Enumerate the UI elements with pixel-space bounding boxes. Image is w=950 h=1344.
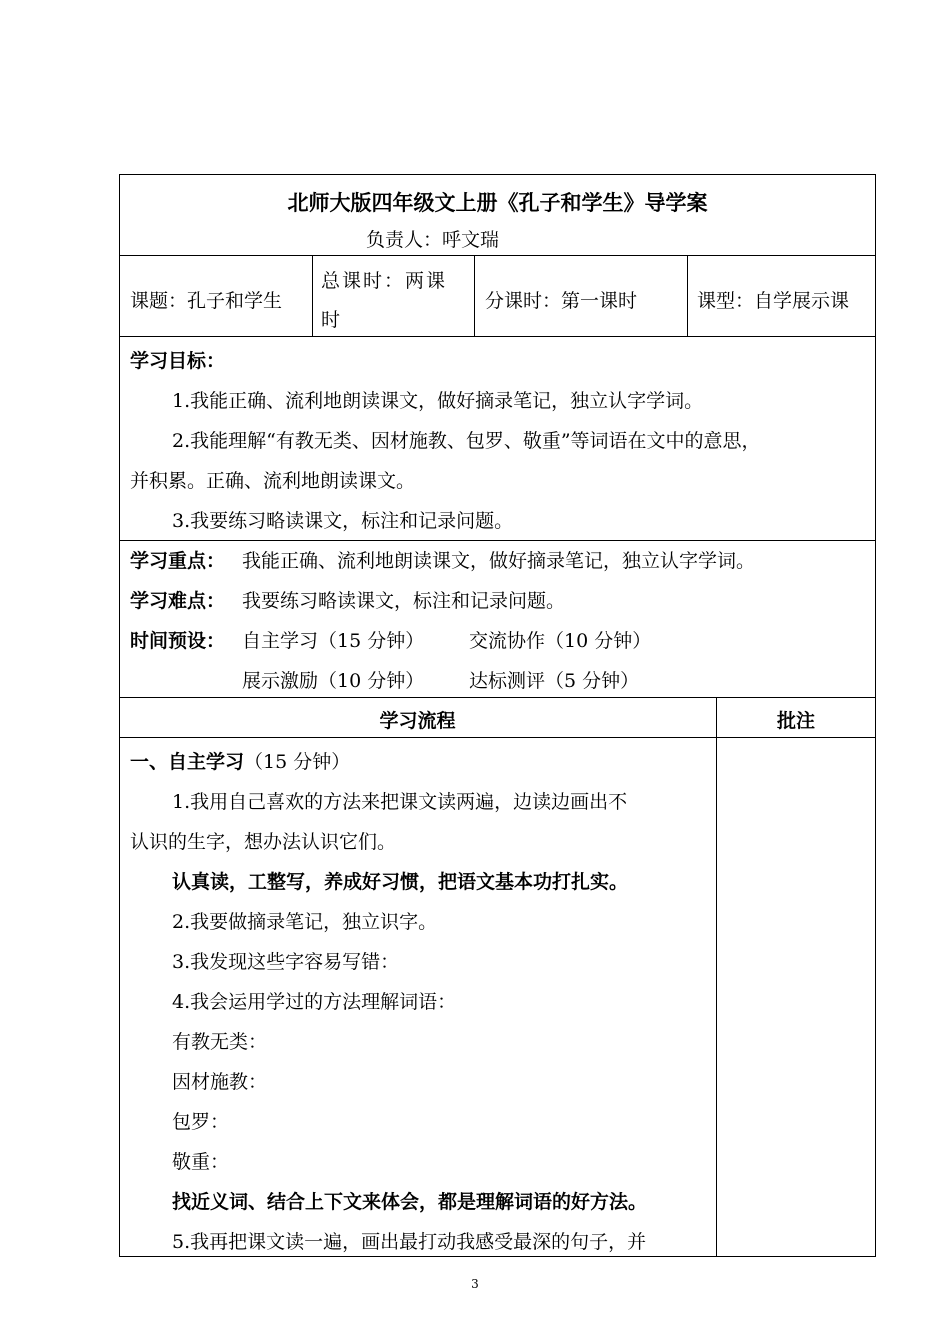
time-label: 时间预设： — [130, 630, 226, 652]
process-flow-header: 学习流程 — [379, 710, 456, 732]
info-col-sep-1 — [312, 255, 313, 336]
goal-item-2-line1: 2.我能理解“有教无类、因材施教、包罗、敬重”等词语在文中的意思， — [172, 430, 761, 452]
step-1-line1: 1.我用自己喜欢的方法来把课文读两遍，边读边画出不 — [172, 791, 628, 813]
word-1: 有教无类： — [172, 1031, 268, 1053]
section-time: （15 分钟） — [244, 751, 351, 773]
info-col-sep-2 — [474, 255, 475, 336]
owner-line: 负责人：呼文瑞 — [366, 229, 500, 251]
divider-goals — [119, 540, 876, 541]
divider-keypoints — [119, 697, 876, 698]
info-col-sep-3 — [687, 255, 688, 336]
step-4: 4.我会运用学过的方法理解词语： — [172, 991, 457, 1013]
time-self-study: 自主学习（15 分钟） — [242, 630, 425, 652]
divider-info — [119, 336, 876, 337]
tip-reading: 认真读，工整写，养成好习惯，把语文基本功打扎实。 — [172, 871, 629, 893]
goal-item-3: 3.我要练习略读课文，标注和记录问题。 — [172, 510, 514, 532]
word-4: 敬重： — [172, 1151, 230, 1173]
focus-label: 学习重点： — [130, 550, 226, 572]
divider-title — [119, 255, 876, 256]
divider-process-header — [119, 737, 876, 738]
process-col-sep — [716, 697, 717, 1257]
total-hours-line2: 时 — [321, 309, 341, 331]
section-title: 一、自主学习 — [130, 751, 245, 773]
section-heading — [130, 750, 350, 774]
goal-item-1: 1.我能正确、流利地朗读课文，做好摘录笔记，独立认字学词。 — [172, 390, 704, 412]
tip-vocabulary: 找近义词、结合上下文来体会，都是理解词语的好方法。 — [172, 1191, 648, 1213]
goals-heading: 学习目标： — [130, 350, 226, 372]
step-1-line2: 认识的生字，想办法认识它们。 — [130, 831, 397, 853]
step-3: 3.我发现这些字容易写错： — [172, 951, 400, 973]
sub-hours-cell: 分课时：第一课时 — [485, 290, 638, 312]
focus-text: 我能正确、流利地朗读课文，做好摘录笔记，独立认字学词。 — [242, 550, 756, 572]
step-2: 2.我要做摘录笔记，独立识字。 — [172, 911, 438, 933]
time-presentation: 展示激励（10 分钟） — [242, 670, 425, 692]
topic-cell: 课题：孔子和学生 — [130, 290, 283, 312]
page-number: 3 — [471, 1277, 479, 1291]
goal-item-2-line2: 并积累。正确、流利地朗读课文。 — [130, 470, 416, 492]
lesson-type-cell: 课型：自学展示课 — [697, 290, 850, 312]
time-collaboration: 交流协作（10 分钟） — [469, 630, 652, 652]
word-2: 因材施教： — [172, 1071, 268, 1093]
difficulty-text: 我要练习略读课文，标注和记录问题。 — [242, 590, 566, 612]
document-title: 北师大版四年级文上册《孔子和学生》导学案 — [287, 190, 708, 215]
difficulty-label: 学习难点： — [130, 590, 226, 612]
total-hours-line1: 总课时：两课 — [321, 270, 448, 292]
notes-header: 批注 — [776, 710, 815, 732]
time-assessment: 达标测评（5 分钟） — [469, 670, 640, 692]
word-3: 包罗： — [172, 1111, 230, 1133]
step-5: 5.我再把课文读一遍，画出最打动我感受最深的句子，并 — [172, 1231, 647, 1253]
